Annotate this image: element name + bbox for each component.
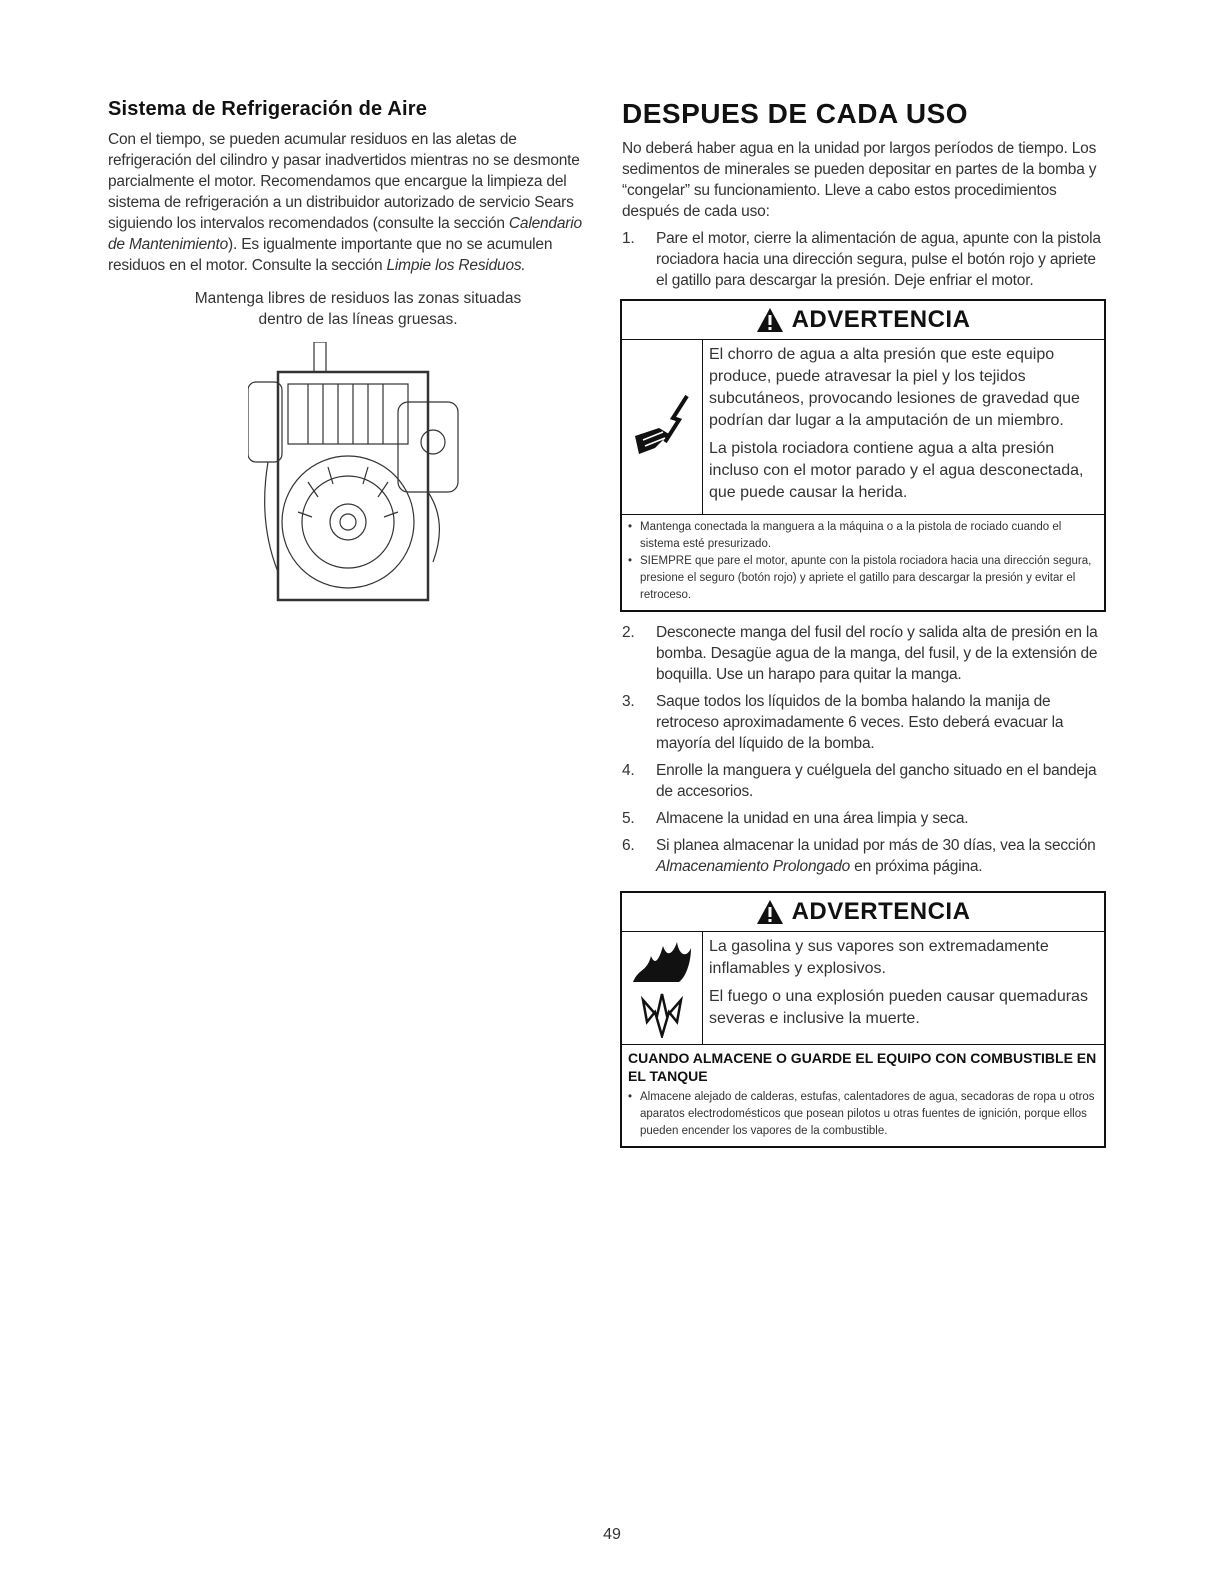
steps-list-1 <box>622 228 1108 291</box>
ref-prolonged-storage: Almacenamiento Prolongado <box>656 858 851 875</box>
step-item: 4. Enrolle la manguera y cuélguela del gancho situado en el bandeja de accesorios. <box>622 762 1097 800</box>
steps-list-2 <box>622 622 1108 877</box>
ref-clean-debris: Limpie los Residuos. <box>386 257 526 274</box>
step-item: 5. Almacene la unidad en una área limpia y seca. <box>622 810 969 827</box>
warning-triangle-icon <box>756 899 784 925</box>
section-heading-cooling: Sistema de Refrigeración de Aire <box>108 98 428 120</box>
ref-maintenance-calendar: Calendario de Mantenimiento <box>108 215 582 253</box>
warning-text: El chorro de agua a alta presión que este equipo produce, puede atravesar la piel y los tejidos subcutáneos, provocando lesiones de gravedad que podrían dar lugar a la amputación de un miembro. <box>709 346 1080 429</box>
step-item: 2. Desconecte manga del fusil del rocío y salida alta de presión en la bomba. Desagüe agua de la manga, del fusil, y de la extensión de boquilla. Use un harapo para quitar la manga. <box>622 624 1098 683</box>
fire-hazard-icon <box>629 938 695 986</box>
warning-subheading: CUANDO ALMACENE O GUARDE EL EQUIPO CON COMBUSTIBLE EN EL TANQUE <box>628 1050 1097 1084</box>
step-item: 3. Saque todos los líquidos de la bomba halando la manija de retroceso aproximadamente 6 veces. Esto deberá evacuar la mayoría del líquido de la bomba. <box>622 693 1064 752</box>
step-item: 6. Si planea almacenar la unidad por más de 30 días, vea la sección Almacenamiento Prolongado en próxima página. <box>622 837 1096 875</box>
list-item: • Almacene alejado de calderas, estufas, calentadores de agua, secadoras de ropa u otros aparatos electrodomésticos que posean pilotos u otras fuentes de ignición, porque ellos pueden encender los vapores de la combustible. <box>628 1091 1095 1137</box>
diagram-caption: Mantenga libres de residuos las zonas situadas dentro de las líneas gruesas. <box>194 290 522 328</box>
list-item: • SIEMPRE que pare el motor, apunte con la pistola rociadora hacia una dirección segura, presione el seguro (botón rojo) y apriete el gatillo para descargar la presión y evitar el retroceso. <box>628 555 1092 601</box>
list-item: • Mantenga conectada la manguera a la máquina o a la pistola de rociado cuando el sistema esté presurizado. <box>628 521 1062 550</box>
warning-box-pressure <box>620 299 1106 612</box>
injection-hazard-icon <box>629 392 695 462</box>
explosion-hazard-icon <box>629 992 695 1038</box>
left-column <box>108 98 588 607</box>
warning-bullets <box>622 515 1104 610</box>
warning-header: ADVERTENCIA <box>622 301 1104 340</box>
step-item: 1. Pare el motor, cierre la alimentación de agua, apunte con la pistola rociadora hacia una dirección segura, pulse el botón rojo y apriete el gatillo para descargar la presión. Deje enfriar el motor. <box>622 230 1101 289</box>
after-use-intro: No deberá haber agua en la unidad por largos períodos de tiempo. Los sedimentos de minerales se pueden depositar en partes de la bomba y “congelar” su funcionamiento. Lleve a cabo estos procedimientos después de cada uso: <box>622 140 1097 220</box>
warning-box-fuel <box>620 891 1106 1148</box>
warning-header: ADVERTENCIA <box>622 893 1104 932</box>
right-column <box>622 98 1108 1158</box>
page-number: 49 <box>603 1526 621 1543</box>
section-heading-after-use: DESPUES DE CADA USO <box>622 98 969 129</box>
cooling-paragraph: Con el tiempo, se pueden acumular residuos en las aletas de refrigeración del cilindro y pasar inadvertidos mientras no se desmonte parcialmente el motor. Recomendamos que encargue la limpieza del sistema de refrigeración a un distribuidor autorizado de servicio Sears siguiendo los intervalos recomendados (consulte la sección Calendario de Mantenimiento). Es igualmente importante que no se acumulen residuos en el motor. Consulte la sección Limpie los Residuos. <box>108 131 582 274</box>
warning-text: La pistola rociadora contiene agua a alta presión incluso con el motor parado y el agua desconectada, que puede causar la herida. <box>709 440 1084 501</box>
warning-text: La gasolina y sus vapores son extremadamente inflamables y explosivos. <box>709 938 1049 977</box>
engine-diagram <box>248 342 478 602</box>
warning-bullets <box>622 1085 1104 1146</box>
warning-text: El fuego o una explosión pueden causar quemaduras severas e inclusive la muerte. <box>709 988 1088 1027</box>
warning-triangle-icon <box>756 307 784 333</box>
